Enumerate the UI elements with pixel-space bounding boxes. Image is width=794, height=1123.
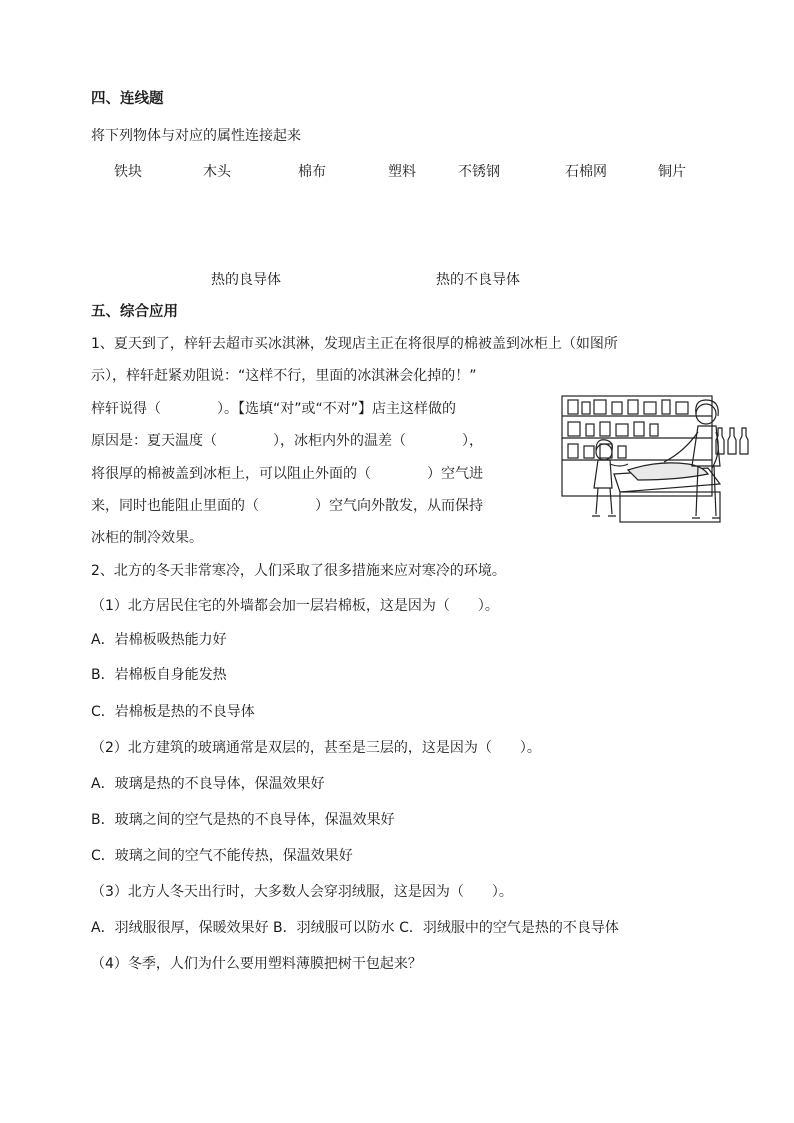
q1-line: 1、夏天到了，梓轩去超市买冰淇淋，发现店主正在将很厚的棉被盖到冰柜上（如图所 <box>91 336 618 352</box>
q1-line: 梓轩说得（ ）。【选填“对”或“不对”】店主这样做的 <box>91 401 457 417</box>
q2-option: C．玻璃之间的空气不能传热，保温效果好 <box>91 848 353 864</box>
object-item: 铁块 <box>114 164 142 180</box>
property-item: 热的良导体 <box>211 272 281 288</box>
freezer-quilt-illustration <box>558 392 772 530</box>
object-item: 石棉网 <box>565 164 607 180</box>
object-item: 不锈钢 <box>458 164 500 180</box>
q2-option: B．岩棉板自身能发热 <box>91 667 227 683</box>
q2-sub3-options: A．羽绒服很厚，保暖效果好 B．羽绒服可以防水 C．羽绒服中的空气是热的不良导体 <box>91 920 619 936</box>
q2-option: C．岩棉板是热的不良导体 <box>91 704 255 720</box>
q2-sub3-question: （3）北方人冬天出行时，大多数人会穿羽绒服，这是因为（ ）。 <box>91 884 513 900</box>
object-item: 塑料 <box>388 164 416 180</box>
q2-sub2-question: （2）北方建筑的玻璃通常是双层的，甚至是三层的，这是因为（ ）。 <box>91 740 541 756</box>
q2-sub1-question: （1）北方居民住宅的外墙都会加一层岩棉板，这是因为（ ）。 <box>91 598 499 614</box>
q2-option: A．玻璃是热的不良导体，保温效果好 <box>91 776 325 792</box>
section-4-heading: 四、连线题 <box>91 91 164 107</box>
q1-line: 原因是：夏天温度（ ），冰柜内外的温差（ ）， <box>91 433 483 449</box>
q1-line: 冰柜的制冷效果。 <box>91 530 203 546</box>
section-5-heading: 五、综合应用 <box>91 304 178 320</box>
q2-option: A．岩棉板吸热能力好 <box>91 632 227 648</box>
q1-line: 示），梓轩赶紧劝阻说：“这样不行，里面的冰淇淋会化掉的！” <box>91 368 477 384</box>
section-4-instruction: 将下列物体与对应的属性连接起来 <box>91 128 301 144</box>
object-item: 木头 <box>203 164 231 180</box>
q1-line: 将很厚的棉被盖到冰柜上，可以阻止外面的（ ）空气进 <box>91 466 483 482</box>
property-item: 热的不良导体 <box>436 272 520 288</box>
object-item: 铜片 <box>658 164 686 180</box>
object-item: 棉布 <box>298 164 326 180</box>
q2-option: B．玻璃之间的空气是热的不良导体，保温效果好 <box>91 812 395 828</box>
q1-line: 来，同时也能阻止里面的（ ）空气向外散发，从而保持 <box>91 498 483 514</box>
q2-sub4-question: （4）冬季，人们为什么要用塑料薄膜把树干包起来？ <box>91 956 422 972</box>
q2-intro: 2、北方的冬天非常寒冷，人们采取了很多措施来应对寒冷的环境。 <box>91 563 506 579</box>
